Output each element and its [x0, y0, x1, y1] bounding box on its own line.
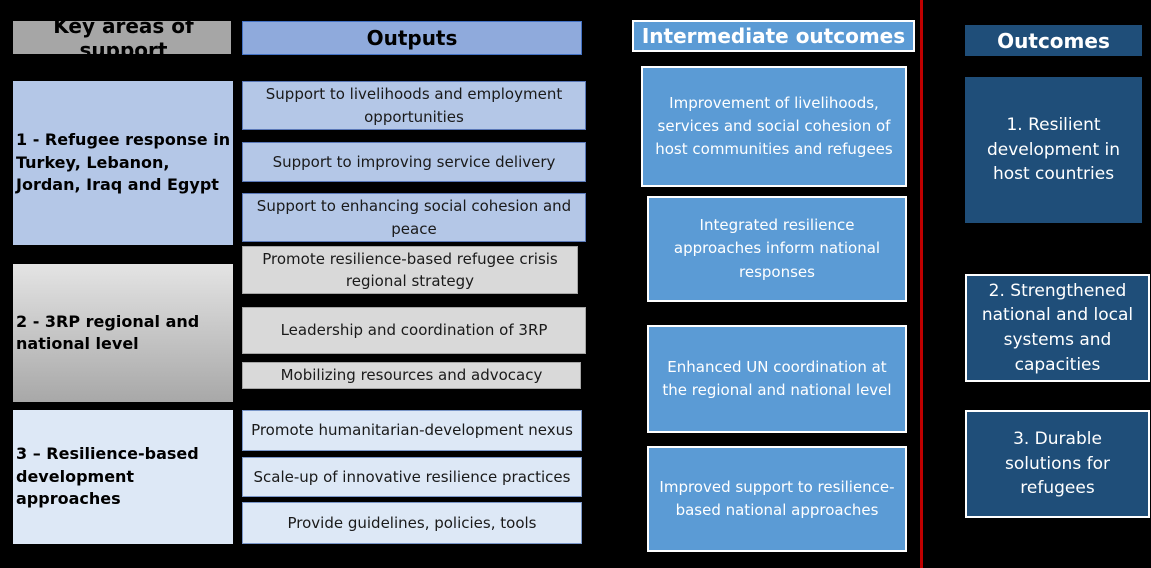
intermediate-outcomes-header: Intermediate outcomes [632, 20, 915, 52]
outcomes-header: Outcomes [965, 25, 1142, 56]
intermediate-outcome-livelihoods: Improvement of livelihoods, services and social cohesion of host communities and refugees [641, 66, 907, 187]
key-area-resilience-development: 3 – Resilience-based development approaches [13, 410, 233, 544]
intermediate-outcome-improved-support: Improved support to resilience-based national approaches [647, 446, 907, 552]
intermediate-outcome-integrated-resilience: Integrated resilience approaches inform national responses [647, 196, 907, 302]
output-humanitarian-nexus: Promote humanitarian-development nexus [242, 410, 582, 451]
outcome-strengthened-systems: 2. Strengthened national and local systems and capacities [965, 274, 1150, 382]
output-guidelines-policies: Provide guidelines, policies, tools [242, 502, 582, 544]
intermediate-outcome-un-coordination: Enhanced UN coordination at the regional and national level [647, 325, 907, 433]
output-mobilizing-resources: Mobilizing resources and advocacy [242, 362, 581, 389]
output-social-cohesion: Support to enhancing social cohesion and peace [242, 193, 586, 242]
output-leadership-coordination: Leadership and coordination of 3RP [242, 307, 586, 354]
key-area-refugee-response: 1 - Refugee response in Turkey, Lebanon, Jordan, Iraq and Egypt [13, 81, 233, 245]
output-service-delivery: Support to improving service delivery [242, 142, 586, 182]
outputs-header: Outputs [242, 21, 582, 55]
key-area-3rp-regional: 2 - 3RP regional and national level [13, 264, 233, 402]
output-regional-strategy: Promote resilience-based refugee crisis regional strategy [242, 246, 578, 294]
output-innovative-practices: Scale-up of innovative resilience practices [242, 457, 582, 497]
outcome-durable-solutions: 3. Durable solutions for refugees [965, 410, 1150, 518]
output-livelihoods: Support to livelihoods and employment opportunities [242, 81, 586, 130]
outcome-resilient-development: 1. Resilient development in host countries [965, 77, 1142, 223]
key-areas-header: Key areas of support [13, 21, 231, 54]
column-divider [920, 0, 923, 568]
